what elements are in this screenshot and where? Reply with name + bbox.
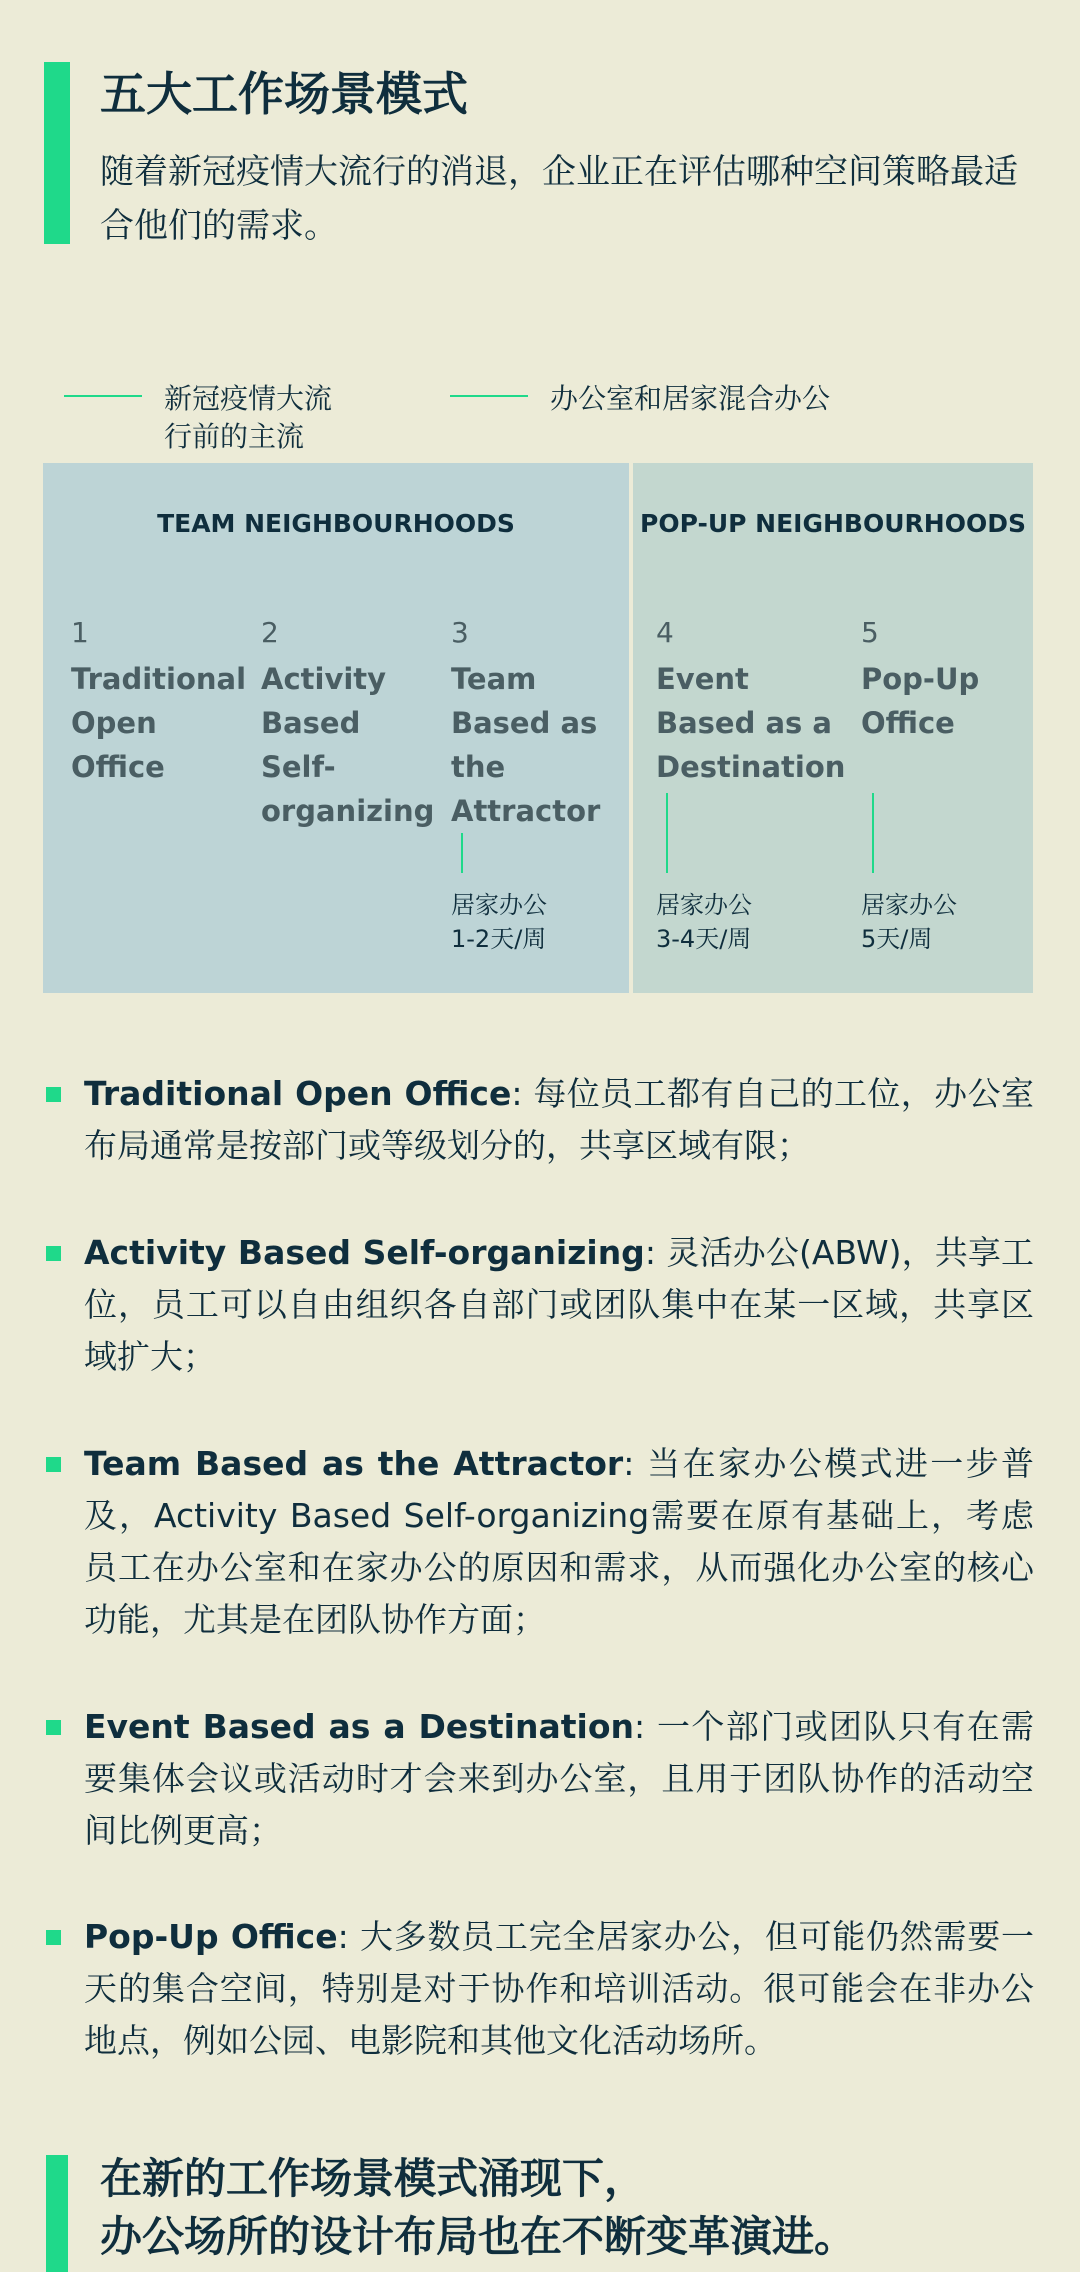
connector-line xyxy=(461,833,463,873)
description-item xyxy=(84,1911,1034,2067)
model-name: Pop-Up Office xyxy=(861,662,980,740)
home-office-label: 居家办公 xyxy=(451,891,547,919)
description-text: : 大多数员工完全居家办公，但可能仍然需要一天的集合空间，特别是对于协作和培训活动。很可能会在非办公地点，例如公园、电影院和其他文化活动场所。 xyxy=(84,1917,1034,2060)
model-number: 1 xyxy=(71,616,89,649)
model-number: 2 xyxy=(261,616,279,649)
model-3 xyxy=(451,616,600,833)
model-1 xyxy=(71,616,246,789)
description-item xyxy=(84,1701,1034,1857)
header-accent-bar xyxy=(44,62,70,244)
home-office-info xyxy=(656,888,752,956)
bullet-icon xyxy=(46,1087,61,1102)
legend-label-prepandemic-line1: 新冠疫情大流 xyxy=(164,382,333,415)
footer-heading-line2: 办公场所的设计布局也在不断变革演进。 xyxy=(100,2212,857,2261)
team-neighbourhoods-title: TEAM NEIGHBOURHOODS xyxy=(157,509,515,538)
model-2 xyxy=(261,616,434,833)
home-office-label: 居家办公 xyxy=(656,891,752,919)
bullet-icon xyxy=(46,1457,61,1472)
popup-neighbourhoods-title: POP-UP NEIGHBOURHOODS xyxy=(640,509,1026,538)
home-office-label: 居家办公 xyxy=(861,891,957,919)
model-number: 3 xyxy=(451,616,469,649)
legend-line-prepandemic xyxy=(64,395,142,397)
description-text: : 一个部门或团队只有在需要集体会议或活动时才会来到办公室，且用于团队协作的活动空间比例更高； xyxy=(84,1707,1035,1850)
legend-label-prepandemic-line2: 行前的主流 xyxy=(164,420,305,453)
legend-line-hybrid xyxy=(450,395,528,397)
model-name: Activity Based Self- organizing xyxy=(261,662,435,828)
description-item xyxy=(84,1227,1034,1383)
model-name: Team Based as the Attractor xyxy=(451,662,601,828)
model-name: Traditional Open Office xyxy=(71,662,247,784)
home-office-days: 5天/周 xyxy=(861,925,933,953)
home-office-info xyxy=(861,888,957,956)
description-term: Team Based as the Attractor xyxy=(84,1444,624,1483)
legend-label-prepandemic xyxy=(164,380,332,456)
footer-heading-line1: 在新的工作场景模式涌现下， xyxy=(100,2154,647,2203)
model-5 xyxy=(861,616,979,745)
home-office-info xyxy=(451,888,547,956)
description-text: : 灵活办公(ABW)，共享工位，员工可以自由组织各自部门或团队集中在某一区域，共享区域扩大； xyxy=(84,1233,1034,1376)
team-neighbourhoods-panel xyxy=(43,463,629,993)
description-text: : 当在家办公模式进一步普及，Activity Based Self-organizing需要在原有基础上，考虑员工在办公室和在家办公的原因和需求，从而强化办公室的核心功能，尤其是在团队协作方面； xyxy=(84,1444,1034,1639)
footer-heading xyxy=(100,2150,856,2266)
popup-neighbourhoods-panel xyxy=(633,463,1033,993)
page-subtitle: 随着新冠疫情大流行的消退，企业正在评估哪种空间策略最适合他们的需求。 xyxy=(100,152,1018,246)
description-item xyxy=(84,1068,1034,1172)
connector-line xyxy=(666,793,668,873)
bullet-icon xyxy=(46,1930,61,1945)
model-number: 4 xyxy=(656,616,674,649)
model-4 xyxy=(656,616,845,789)
model-name: Event Based as a Destination xyxy=(656,662,846,784)
description-term: Activity Based Self-organizing xyxy=(84,1233,645,1272)
model-number: 5 xyxy=(861,616,879,649)
home-office-days: 3-4天/周 xyxy=(656,925,752,953)
page-title: 五大工作场景模式 xyxy=(100,67,468,121)
description-term: Pop-Up Office xyxy=(84,1917,338,1956)
connector-line xyxy=(872,793,874,873)
bullet-icon xyxy=(46,1720,61,1735)
description-text: : 每位员工都有自己的工位，办公室布局通常是按部门或等级划分的，共享区域有限； xyxy=(84,1074,1034,1165)
description-term: Event Based as a Destination xyxy=(84,1707,635,1746)
description-term: Traditional Open Office xyxy=(84,1074,512,1113)
description-item xyxy=(84,1438,1034,1646)
bullet-icon xyxy=(46,1246,61,1261)
home-office-days: 1-2天/周 xyxy=(451,925,547,953)
legend-label-hybrid: 办公室和居家混合办公 xyxy=(550,382,831,415)
footer-accent-bar xyxy=(46,2155,68,2272)
